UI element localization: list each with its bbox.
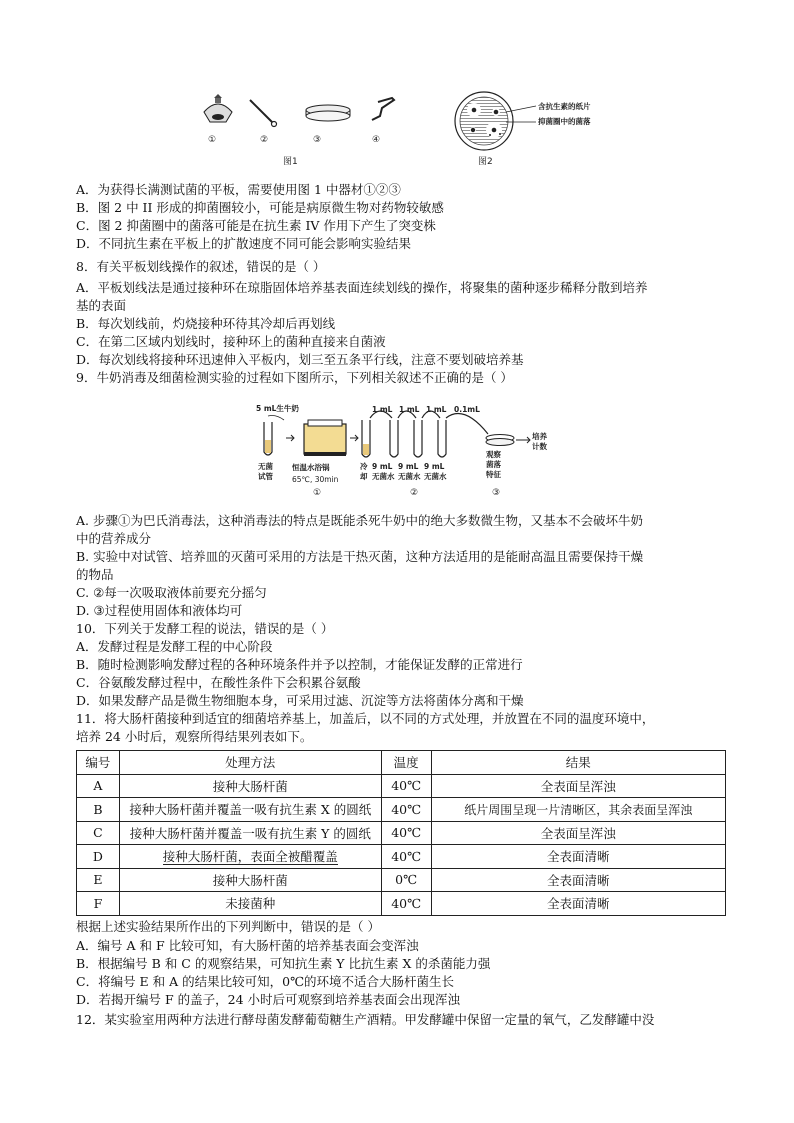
q11-stem-line2: 培养 24 小时后，观察所得结果列表如下。 (76, 729, 313, 744)
label-dose-4: 0.1mL (454, 405, 480, 414)
q10-option-b: B．随时检测影响发酵过程的各种环境条件并予以控制，才能保证发酵的正常进行 (76, 657, 523, 672)
table-row (77, 868, 726, 892)
table-cell: E (77, 868, 120, 892)
q7-option-d: D．不同抗生素在平板上的扩散速度不同可能会影响实验结果 (76, 236, 412, 251)
q9-option-b-cont: 的物品 (76, 567, 114, 582)
table-cell: 接种大肠杆菌并覆盖一吸有抗生素 X 的圆纸 (119, 798, 381, 822)
table-header-cell: 温度 (381, 751, 431, 775)
label-water-bath: 恒温水浴锅 (292, 463, 330, 472)
table-cell: C (77, 821, 120, 845)
table-header-row (77, 751, 726, 775)
label-milk: 5 mL生牛奶 (256, 404, 299, 413)
table-row (77, 798, 726, 822)
q10-option-a: A．发酵过程是发酵工程的中心阶段 (76, 639, 273, 654)
table-cell: 40℃ (381, 821, 431, 845)
table-cell: 全表面清晰 (431, 892, 725, 916)
label-step-2: ② (410, 488, 419, 498)
label-step-3: ③ (492, 488, 501, 498)
inoculating-loop-icon (250, 100, 277, 127)
label-dose-2: 1 mL (399, 405, 420, 414)
table-cell: 全表面清晰 (431, 845, 725, 869)
results-table (76, 750, 726, 916)
water-bath-icon (304, 420, 346, 456)
q11-stem-line1: 11．将大肠杆菌接种到适宜的细菌培养基上，加盖后，以不同的方式处理，并放置在不同的温度环境中， (76, 711, 655, 726)
label-water-1: 9 mL 无菌水 (372, 462, 395, 481)
label-cool: 冷却 (360, 462, 368, 481)
q9-option-c: C. ②每一次吸取液体前要充分摇匀 (76, 585, 267, 600)
q9-option-b: B. 实验中对试管、培养皿的灭菌可采用的方法是干热灭菌，这种方法适用的是能耐高温且需要保持干燥 (76, 549, 644, 564)
bacterial-lawn-icon (460, 97, 508, 145)
table-cell: 接种大肠杆菌 (119, 868, 381, 892)
tool-label-2: ② (260, 135, 269, 145)
q8-option-c: C．在第二区域内划线时，接种环上的菌种直接来自菌液 (76, 334, 386, 349)
label-sterile-tube: 无菌 试管 (258, 462, 273, 481)
table-cell: 40℃ (381, 774, 431, 798)
q11-option-d: D．若揭开编号 F 的盖子，24 小时后可观察到培养基表面会出现浑浊 (76, 992, 461, 1007)
culture-dish-icon (486, 435, 514, 446)
table-cell: 0℃ (381, 868, 431, 892)
q8-option-a-cont: 基的表面 (76, 298, 127, 313)
table-row (77, 821, 726, 845)
table-header-cell: 编号 (77, 751, 120, 775)
cool-tube-icon (362, 420, 370, 457)
label-antibiotic-paper: 含抗生素的纸片 (538, 102, 591, 111)
lab-tools-illustration (200, 92, 400, 164)
q11-option-c: C．将编号 E 和 A 的结果比较可知，0℃的环境不适合大肠杆菌生长 (76, 974, 455, 989)
figure-1-caption: 图1 (283, 157, 298, 167)
q9-option-a-cont: 中的营养成分 (76, 531, 152, 546)
table-cell: 40℃ (381, 798, 431, 822)
table-cell: 全表面呈浑浊 (431, 821, 725, 845)
q7-option-c: C．图 2 抑菌圈中的菌落可能是在抗生素 IV 作用下产生了突变株 (76, 218, 436, 233)
table-row (77, 892, 726, 916)
label-dose-1: 1 mL (372, 405, 393, 414)
q10-option-d: D．如果发酵产品是微生物细胞本身，可采用过滤、沉淀等方法将菌体分离和干燥 (76, 693, 524, 708)
table-cell: D (77, 845, 120, 869)
tool-label-3: ③ (313, 135, 322, 145)
test-tube-icon (264, 422, 272, 455)
q10-option-c: C．谷氨酸发酵过程中，在酸性条件下会积累谷氨酸 (76, 675, 361, 690)
q12-stem: 12．某实验室用两种方法进行酵母菌发酵葡萄糖生产酒精。甲发酵罐中保留一定量的氧气，乙发酵罐中没 (76, 1012, 655, 1027)
q11-stem-line3: 根据上述实验结果所作出的下列判断中，错误的是（ ） (76, 919, 380, 934)
table-header-cell: 结果 (431, 751, 725, 775)
q8-option-b: B．每次划线前，灼烧接种环待其冷却后再划线 (76, 316, 336, 331)
table-cell: A (77, 774, 120, 798)
q7-option-b: B．图 2 中 II 形成的抑菌圈较小，可能是病原微生物对药物较敏感 (76, 200, 444, 215)
label-colony: 抑菌圈中的菌落 (538, 117, 591, 126)
q10-stem: 10．下列关于发酵工程的说法，错误的是（ ） (76, 621, 334, 636)
tool-label-1: ① (208, 135, 217, 145)
table-cell: 全表面呈浑浊 (431, 774, 725, 798)
q8-option-d: D．每次划线将接种环迅速伸入平板内，划三至五条平行线，注意不要划破培养基 (76, 352, 524, 367)
petri-dish-icon (306, 105, 350, 121)
q11-option-b: B．根据编号 B 和 C 的观察结果，可知抗生素 Y 比抗生素 X 的杀菌能力强 (76, 956, 491, 971)
label-dose-3: 1 mL (426, 405, 447, 414)
table-cell: 40℃ (381, 892, 431, 916)
tool-label-4: ④ (372, 135, 381, 145)
figure-2-caption: 图2 (478, 157, 493, 167)
q7-option-a: A．为获得长满测试菌的平板，需要使用图 1 中器材①②③ (76, 182, 401, 197)
q8-option-a: A．平板划线法是通过接种环在琼脂固体培养基表面连续划线的操作，将聚集的菌种逐步稀释分散到培养 (76, 280, 648, 295)
label-step-1: ① (313, 488, 322, 498)
table-cell: 全表面清晰 (431, 868, 725, 892)
q8-stem: 8．有关平板划线操作的叙述，错误的是（ ） (76, 259, 326, 274)
label-observe: 观察 菌落 特征 (486, 450, 501, 479)
table-header-cell: 处理方法 (119, 751, 381, 775)
table-cell: 40℃ (381, 845, 431, 869)
table-cell: B (77, 798, 120, 822)
figure-1 (200, 92, 400, 164)
label-water-2: 9 mL 无菌水 (398, 462, 421, 481)
spreader-icon (372, 98, 394, 120)
alcohol-lamp-icon (204, 94, 232, 122)
table-cell: F (77, 892, 120, 916)
label-count: 培养 计数 (532, 432, 547, 451)
q9-option-a: A. 步骤①为巴氏消毒法，这种消毒法的特点是既能杀死牛奶中的绝大多数微生物，又基本不会破坏牛奶 (76, 513, 643, 528)
q9-stem: 9．牛奶消毒及细菌检测实验的过程如下图所示，下列相关叙述不正确的是（ ） (76, 370, 513, 385)
table-row (77, 845, 726, 869)
table-row (77, 774, 726, 798)
label-water-3: 9 mL 无菌水 (424, 462, 447, 481)
table-cell: 接种大肠杆菌 (119, 774, 381, 798)
table-cell-text: 接种大肠杆菌，表面全被醋覆盖 (162, 849, 338, 865)
q11-option-a: A．编号 A 和 F 比较可知，有大肠杆菌的培养基表面会变浑浊 (76, 938, 419, 953)
table-cell: 未接菌种 (119, 892, 381, 916)
dilution-tubes-icon (370, 411, 488, 457)
label-bath-condition: 65℃, 30min (292, 475, 339, 484)
table-cell: 纸片周围呈现一片清晰区，其余表面呈浑浊 (431, 798, 725, 822)
table-cell (119, 845, 381, 869)
table-cell: 接种大肠杆菌并覆盖一吸有抗生素 Y 的圆纸 (119, 821, 381, 845)
q9-option-d: D. ③过程使用固体和液体均可 (76, 603, 243, 618)
